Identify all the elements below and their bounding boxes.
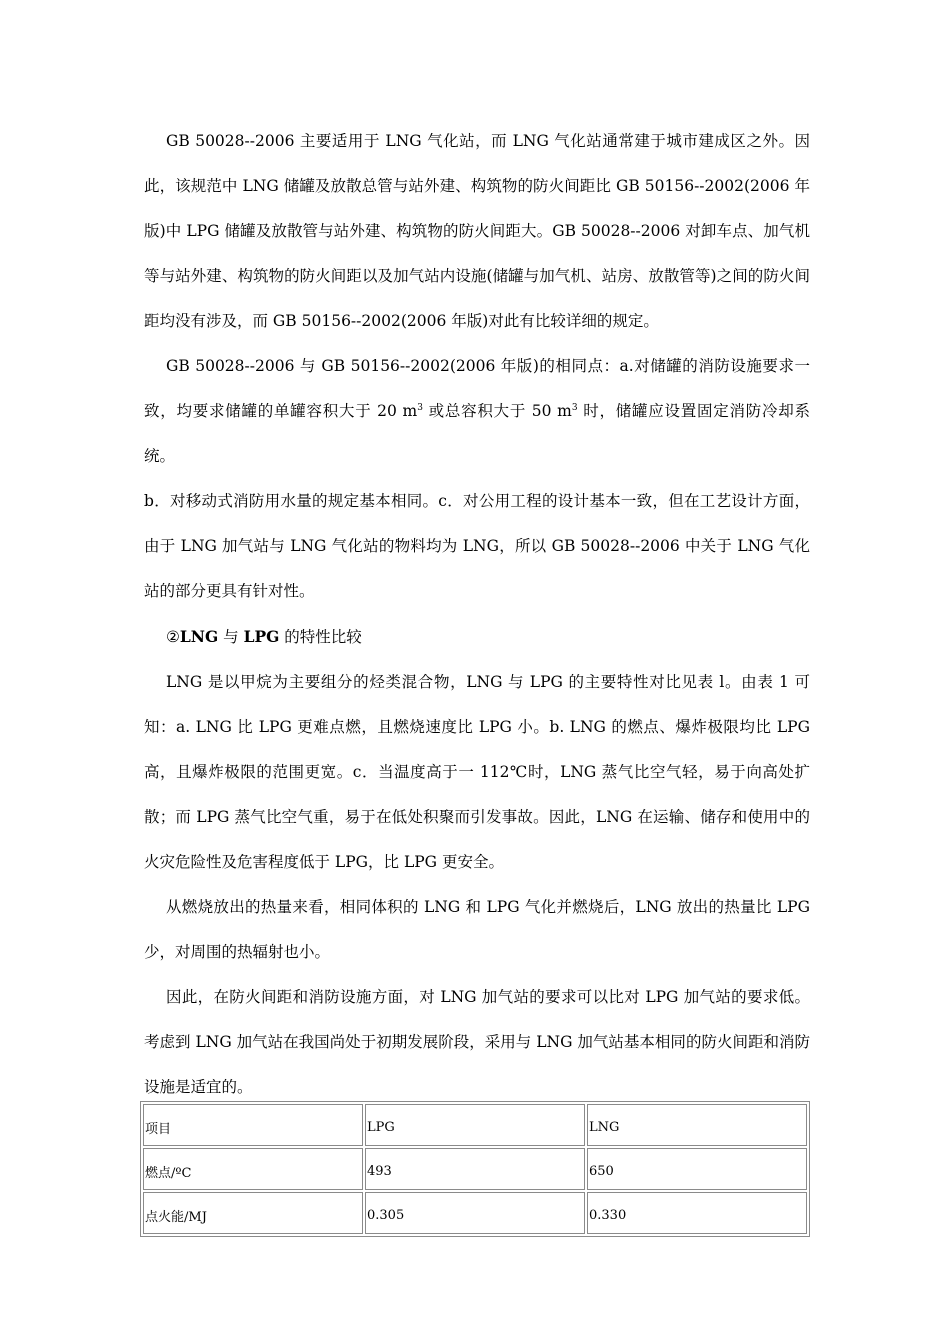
- heading-connector: 与: [218, 628, 244, 646]
- paragraph-standards-scope: GB 50028--2006 主要适用于 LNG 气化站，而 LNG 气化站通常建于城市建成区之外。因此，该规范中 LNG 储罐及放散总管与站外建、构筑物的防火间距比 GB 50156--2002(2006 年版)中 LPG 储罐及放散管与站外建、构筑物的防火间距大。GB 50028--2006 对卸车点、加气机等与站外建、构筑物的防火间距以及加气站内设施(储罐与加气机、站房、放散管等)之间的防火间距均没有涉及，而 GB 50156--2002(2006 年版)对此有比较详细的规定。: [144, 132, 810, 330]
- heading-rest: 的特性比较: [279, 628, 362, 646]
- table-cell: 493: [365, 1148, 585, 1190]
- paragraph-common-points: [144, 344, 810, 479]
- table-cell: 点火能/MJ: [143, 1192, 363, 1234]
- section-heading: [144, 614, 810, 660]
- table-cell: 0.305: [365, 1192, 585, 1234]
- paragraph-common-points-continued: b．对移动式消防用水量的规定基本相同。c．对公用工程的设计基本一致，但在工艺设计方面，由于 LNG 加气站与 LNG 气化站的物料均为 LNG，所以 GB 50028--2006 中关于 LNG 气化站的部分更具有针对性。: [144, 492, 810, 600]
- paragraph-common-points-text-1: GB 50028--2006 与 GB 50156--2002(2006 年版)的相同点：a.对储罐的消防设施要求一致，均要求储罐的单罐容积大于 20 m: [144, 357, 810, 420]
- comparison-table-container: [140, 1101, 810, 1237]
- table-row: [143, 1104, 807, 1146]
- table-cell: LNG: [587, 1104, 807, 1146]
- paragraph-common-points-text-3: 时，储罐应设置固定消防冷却系统。: [144, 402, 810, 465]
- heading-lpg: LPG: [243, 627, 280, 646]
- superscript-cubic-2: 3: [571, 402, 578, 413]
- paragraph-common-points-text-2: 或总容积大于 50 m: [422, 402, 572, 420]
- heading-lng: LNG: [179, 627, 219, 646]
- table-row: [143, 1192, 807, 1234]
- document-body: [144, 119, 810, 1110]
- heading-marker: ②: [166, 628, 180, 646]
- paragraph-conclusion: 因此，在防火间距和消防设施方面，对 LNG 加气站的要求可以比对 LPG 加气站的要求低。考虑到 LNG 加气站在我国尚处于初期发展阶段，采用与 LNG 加气站基本相同的防火间距和消防设施是适宜的。: [144, 988, 810, 1096]
- superscript-cubic-1: 3: [417, 402, 423, 413]
- paragraph-heat-release: 从燃烧放出的热量来看，相同体积的 LNG 和 LPG 气化并燃烧后，LNG 放出的热量比 LPG 少，对周围的热辐射也小。: [144, 898, 810, 961]
- table-cell: 650: [587, 1148, 807, 1190]
- table-row: [143, 1148, 807, 1190]
- table-cell: LPG: [365, 1104, 585, 1146]
- comparison-table: [140, 1101, 810, 1237]
- table-cell: 0.330: [587, 1192, 807, 1234]
- table-cell: 燃点/ºC: [143, 1148, 363, 1190]
- paragraph-properties-comparison: LNG 是以甲烷为主要组分的烃类混合物，LNG 与 LPG 的主要特性对比见表 l。由表 1 可知：a. LNG 比 LPG 更难点燃，且燃烧速度比 LPG 小。b. LNG 的燃点、爆炸极限均比 LPG 高，且爆炸极限的范围更宽。c．当温度高于一 112℃时，LNG 蒸气比空气轻，易于向高处扩散；而 LPG 蒸气比空气重，易于在低处积聚而引发事故。因此，LNG 在运输、储存和使用中的火灾危险性及危害程度低于 LPG，比 LPG 更安全。: [144, 673, 810, 871]
- table-cell: 项目: [143, 1104, 363, 1146]
